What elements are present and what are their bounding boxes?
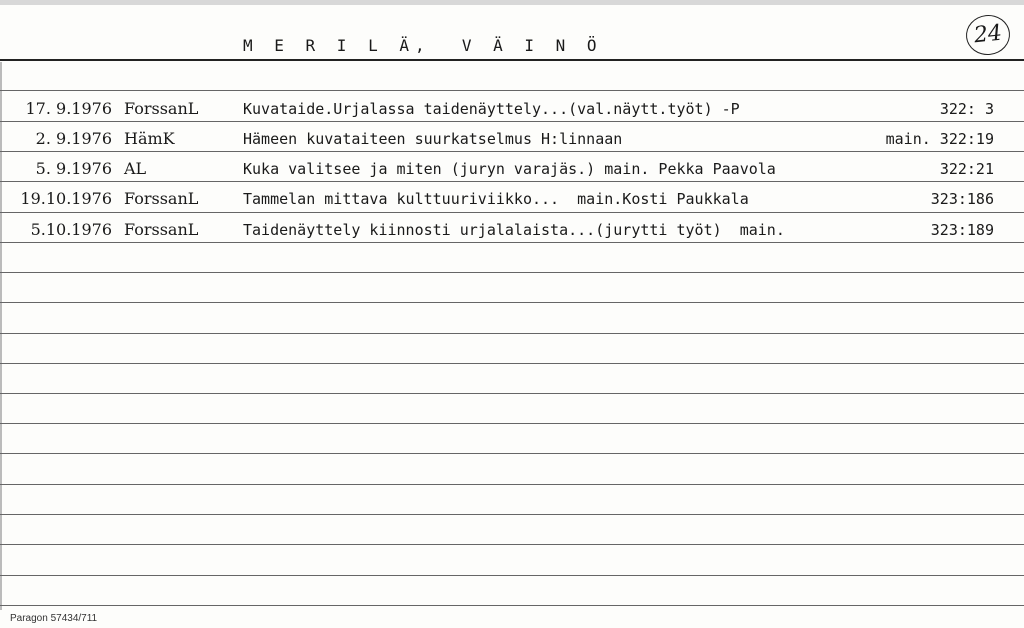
ruled-line <box>0 333 1024 334</box>
ruled-line <box>0 605 1024 606</box>
ruled-line <box>0 514 1024 515</box>
entry-newspaper: AL <box>124 159 147 178</box>
entry-row <box>0 215 1024 245</box>
entry-date: 2. 9.1976 <box>35 129 112 148</box>
entry-newspaper: ForssanL <box>124 220 199 239</box>
ruled-line <box>0 453 1024 454</box>
entry-date: 5. 9.1976 <box>35 159 112 178</box>
entry-row <box>0 184 1024 214</box>
ruled-line <box>0 272 1024 273</box>
card-footer: Paragon 57434/711 <box>10 613 98 624</box>
entry-row <box>0 154 1024 184</box>
entry-reference: 322:21 <box>939 160 994 178</box>
entry-date: 17. 9.1976 <box>25 99 112 118</box>
entry-reference: 323:186 <box>930 190 994 208</box>
entry-description: Kuka valitsee ja miten (juryn varajäs.) main. Pekka Paavola <box>243 160 776 178</box>
entry-description: Taidenäyttely kiinnosti urjalalaista...(jurytti työt) main. <box>243 221 785 239</box>
entry-reference: main. 322:19 <box>885 130 994 148</box>
entry-newspaper: ForssanL <box>124 189 199 208</box>
entry-reference: 323:189 <box>930 221 994 239</box>
entry-date: 19.10.1976 <box>20 189 112 208</box>
card-title: M E R I L Ä, V Ä I N Ö <box>243 36 603 55</box>
ruled-line <box>0 423 1024 424</box>
entry-newspaper: ForssanL <box>124 99 199 118</box>
entry-row <box>0 124 1024 154</box>
entry-newspaper: HämK <box>124 129 175 148</box>
ruled-line <box>0 575 1024 576</box>
ruled-line <box>0 544 1024 545</box>
entry-description: Kuvataide.Urjalassa taidenäyttely...(val.näytt.työt) -P <box>243 100 740 118</box>
entry-date: 5.10.1976 <box>30 220 112 239</box>
ruled-line <box>0 484 1024 485</box>
entry-description: Hämeen kuvataiteen suurkatselmus H:linnaan <box>243 130 623 148</box>
entry-description: Tammelan mittava kulttuuriviikko... main.Kosti Paukkala <box>243 190 749 208</box>
ruled-line <box>0 90 1024 91</box>
entry-row <box>0 94 1024 124</box>
top-edge <box>0 0 1024 5</box>
entry-reference: 322: 3 <box>939 100 994 118</box>
ruled-line <box>0 363 1024 364</box>
ruled-line <box>0 302 1024 303</box>
card-number: 24 <box>964 13 1012 57</box>
ruled-line <box>0 393 1024 394</box>
header-rule <box>0 59 1024 61</box>
